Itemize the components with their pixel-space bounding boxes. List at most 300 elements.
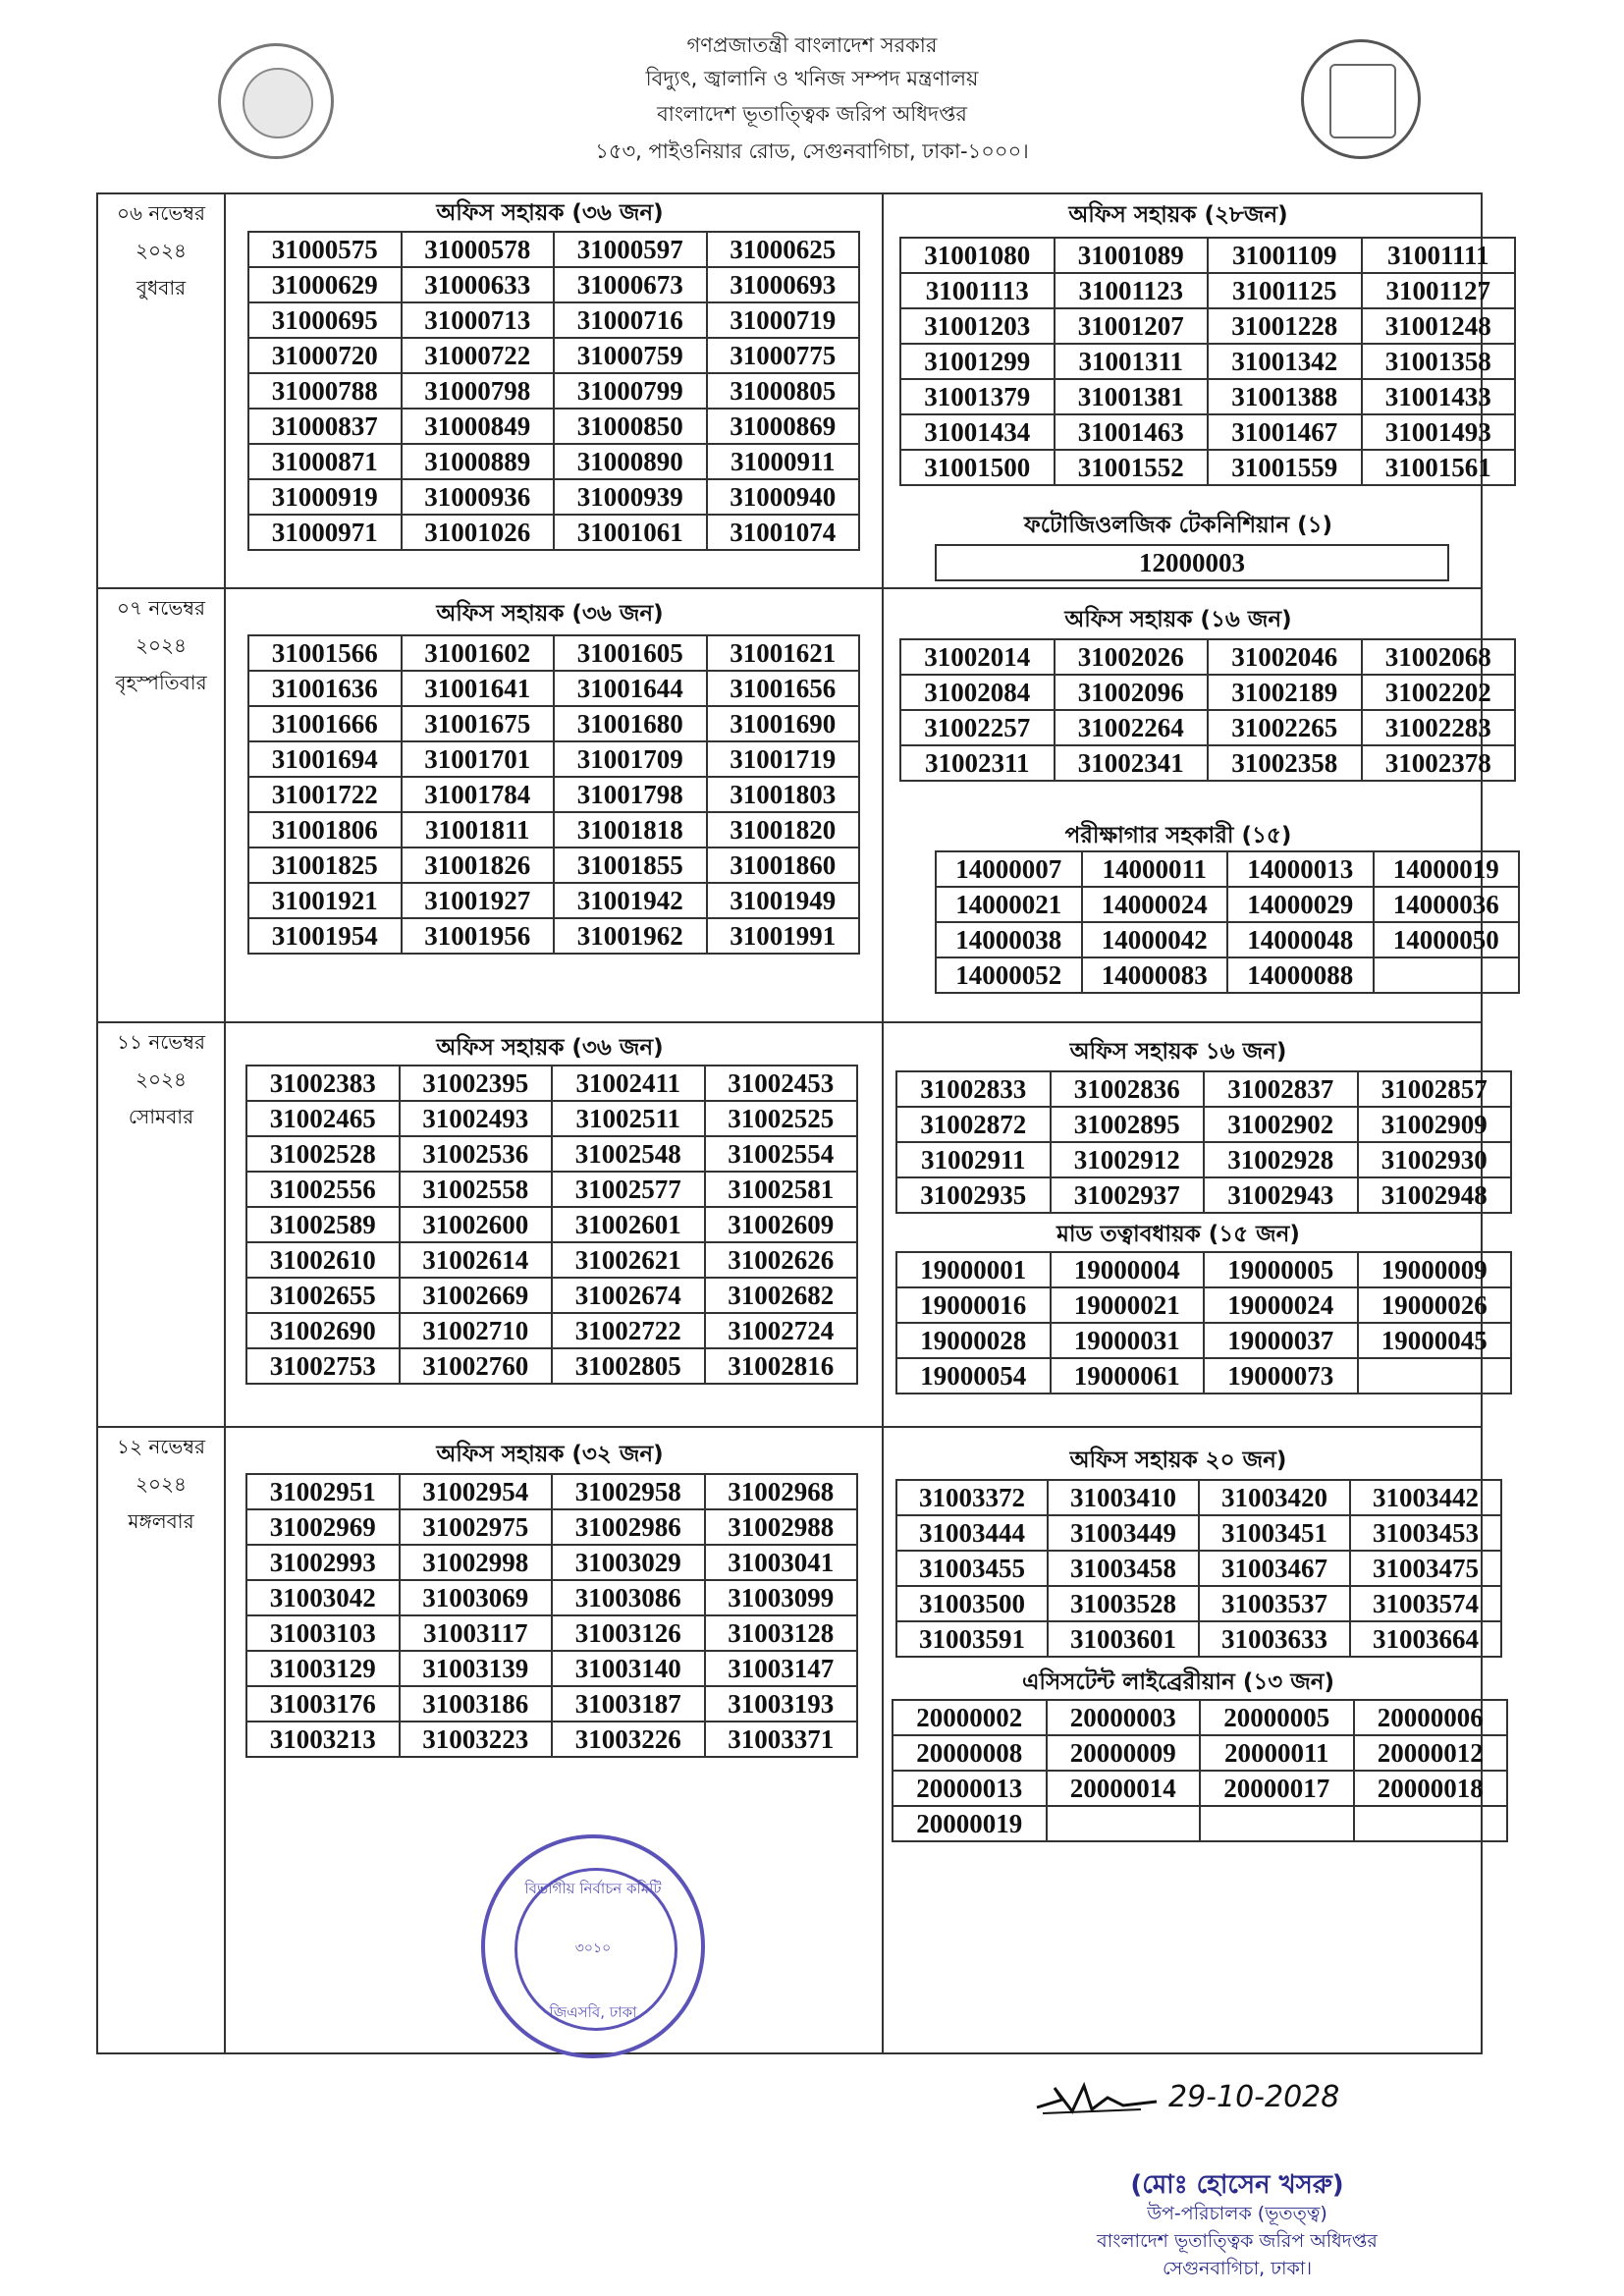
roll-number-cell: 31001641	[402, 671, 555, 706]
weekday-label: মঙ্গলবার	[128, 1509, 194, 1533]
table-row	[893, 1700, 1507, 1735]
roll-number-cell: 31001207	[1055, 308, 1209, 344]
roll-number-cell: 31002816	[705, 1348, 858, 1384]
roll-number-cell: 31002189	[1208, 675, 1362, 710]
roll-number-cell: 31001123	[1055, 273, 1209, 308]
roll-number-cell: 31001949	[707, 883, 860, 918]
roll-number-cell: 31003574	[1350, 1586, 1501, 1621]
section-title: এসিসটেন্ট লাইব্রেরীয়ান (১৩ জন)	[1021, 1669, 1335, 1695]
roll-number-cell: 19000016	[896, 1287, 1051, 1323]
roll-number-cell: 31001719	[707, 741, 860, 777]
letterhead	[0, 0, 1624, 177]
roll-number-cell: 19000004	[1051, 1252, 1205, 1287]
roll-number-cell: 31002912	[1051, 1142, 1205, 1177]
roll-number-cell: 14000029	[1227, 887, 1374, 922]
roll-number-cell: 31001433	[1362, 379, 1516, 414]
roll-number-cell: 19000061	[1051, 1358, 1205, 1394]
roll-number-cell: 31003147	[705, 1651, 858, 1686]
roll-number-cell: 31002937	[1051, 1177, 1205, 1213]
roll-number-cell: 20000002	[893, 1700, 1047, 1735]
roll-number-cell: 31002453	[705, 1066, 858, 1101]
roll-number-cell: 31000695	[248, 302, 402, 338]
roll-number-cell: 31001342	[1208, 344, 1362, 379]
roll-number-cell: 31001602	[402, 635, 555, 671]
roll-number-cell: 31002902	[1204, 1107, 1358, 1142]
roll-number-cell: 31001311	[1055, 344, 1209, 379]
roll-number-cell: 31003069	[400, 1580, 553, 1615]
roll-number-cell: 31000629	[248, 267, 402, 302]
roll-number-cell: 20000018	[1354, 1771, 1508, 1806]
roll-table	[895, 1479, 1502, 1658]
roll-number-cell: 31003186	[400, 1686, 553, 1722]
roll-number-cell: 31001811	[402, 812, 555, 847]
roll-number-cell: 14000052	[936, 957, 1082, 993]
roll-number-cell: 31001927	[402, 883, 555, 918]
roll-number-cell: 31002609	[705, 1207, 858, 1242]
roll-number-cell: 31002493	[400, 1101, 553, 1136]
roll-number-cell: 31003223	[400, 1722, 553, 1757]
roll-number-cell: 20000008	[893, 1735, 1047, 1771]
roll-number-cell: 31001962	[554, 918, 707, 954]
roll-number-cell: 31002968	[705, 1474, 858, 1509]
table-row	[246, 1686, 857, 1722]
roll-number-cell: 31003664	[1350, 1621, 1501, 1657]
row-rule-1	[96, 587, 1483, 589]
officer-place: সেগুনবাগিচা, ঢাকা।	[1162, 2258, 1313, 2279]
roll-number-cell: 31000575	[248, 232, 402, 267]
table-row	[896, 1515, 1501, 1551]
roll-number-cell: 20000012	[1354, 1735, 1508, 1771]
roll-table	[892, 1699, 1508, 1842]
roll-table	[935, 544, 1449, 581]
roll-number-cell: 31000871	[248, 444, 402, 479]
roll-number-cell: 31002465	[246, 1101, 400, 1136]
roll-number-cell: 31000911	[707, 444, 860, 479]
roll-number-cell: 20000006	[1354, 1700, 1508, 1735]
table-row	[248, 479, 859, 515]
roll-number-cell: 31001784	[402, 777, 555, 812]
roll-number-cell	[1200, 1806, 1354, 1841]
roll-number-cell: 31001798	[554, 777, 707, 812]
roll-number-cell: 19000005	[1204, 1252, 1358, 1287]
roll-number-cell: 31001621	[707, 635, 860, 671]
table-row	[893, 1735, 1507, 1771]
middle-column-rule	[882, 192, 884, 2054]
roll-number-cell: 31003117	[400, 1615, 553, 1651]
table-row	[896, 1071, 1511, 1107]
table-row	[900, 379, 1515, 414]
roll-number-cell: 31003458	[1048, 1551, 1199, 1586]
table-row	[246, 1348, 857, 1384]
roll-number-cell: 14000088	[1227, 957, 1374, 993]
table-row	[896, 1358, 1511, 1394]
officer-name: (মোঃ হোসেন খসরু)	[1130, 2170, 1344, 2200]
table-row	[246, 1172, 857, 1207]
roll-number-cell: 31002690	[246, 1313, 400, 1348]
table-row	[246, 1580, 857, 1615]
table-row	[896, 1480, 1501, 1515]
roll-number-cell: 31002014	[900, 639, 1055, 675]
roll-number-cell: 20000019	[893, 1806, 1047, 1841]
roll-number-cell: 31003455	[896, 1551, 1048, 1586]
roll-number-cell	[1358, 1358, 1512, 1394]
roll-number-cell: 31003500	[896, 1586, 1048, 1621]
roll-number-cell: 31003193	[705, 1686, 858, 1722]
table-row	[246, 1651, 857, 1686]
table-row	[248, 812, 859, 847]
roll-number-cell: 31001074	[707, 515, 860, 550]
roll-number-cell: 20000014	[1047, 1771, 1201, 1806]
roll-number-cell: 20000003	[1047, 1700, 1201, 1735]
roll-number-cell: 31002655	[246, 1278, 400, 1313]
roll-number-cell: 31002724	[705, 1313, 858, 1348]
roll-table	[247, 231, 860, 551]
table-row	[246, 1278, 857, 1313]
roll-number-cell: 31002621	[552, 1242, 705, 1278]
table-row	[246, 1242, 857, 1278]
roll-number-cell: 14000021	[936, 887, 1082, 922]
section-title: অফিস সহায়ক (৩৬ জন)	[436, 601, 664, 627]
table-row	[900, 745, 1515, 781]
table-row	[936, 851, 1519, 887]
roll-number-cell: 31002046	[1208, 639, 1362, 675]
roll-number-cell: 19000009	[1358, 1252, 1512, 1287]
roll-number-cell: 31002836	[1051, 1071, 1205, 1107]
roll-number-cell: 31002536	[400, 1136, 553, 1172]
roll-number-cell: 31003187	[552, 1686, 705, 1722]
roll-number-cell: 20000017	[1200, 1771, 1354, 1806]
roll-number-cell: 31002986	[552, 1509, 705, 1545]
section-title: অফিস সহায়ক ১৬ জন)	[1069, 1039, 1287, 1065]
stamp-number: ৩০১০	[574, 1941, 612, 1956]
date-cell-3	[98, 1023, 224, 1135]
table-row	[900, 273, 1515, 308]
officer-designation: উপ-পরিচালক (ভূতত্ত্ব)	[1147, 2203, 1327, 2224]
year-label: ২০২৪	[135, 1067, 187, 1091]
weekday-label: বৃহস্পতিবার	[115, 671, 207, 694]
roll-number-cell: 31002760	[400, 1348, 553, 1384]
roll-number-cell: 31003420	[1199, 1480, 1350, 1515]
roll-number-cell: 31000799	[554, 373, 707, 409]
roll-number-cell: 31001803	[707, 777, 860, 812]
roll-table	[245, 1473, 858, 1758]
roll-number-cell: 31003372	[896, 1480, 1048, 1515]
roll-number-cell: 31002911	[896, 1142, 1051, 1177]
roll-number-cell: 31001248	[1362, 308, 1516, 344]
table-row	[246, 1474, 857, 1509]
table-row	[900, 450, 1515, 485]
roll-number-cell: 20000005	[1200, 1700, 1354, 1735]
roll-number-cell: 19000045	[1358, 1323, 1512, 1358]
roll-number-cell: 31001860	[707, 847, 860, 883]
roll-number-cell: 31002558	[400, 1172, 553, 1207]
roll-number-cell: 31001434	[900, 414, 1055, 450]
roll-number-cell: 31000798	[402, 373, 555, 409]
roll-number-cell: 31003103	[246, 1615, 400, 1651]
roll-table	[935, 850, 1520, 994]
section-title: অফিস সহায়ক (২৮জন)	[1068, 202, 1288, 228]
roll-number-cell: 31001381	[1055, 379, 1209, 414]
roll-number-cell: 31000850	[554, 409, 707, 444]
roll-number-cell: 31002202	[1362, 675, 1516, 710]
table-row	[900, 238, 1515, 273]
table-row	[248, 444, 859, 479]
roll-number-cell: 14000048	[1227, 922, 1374, 957]
roll-number-cell: 31000673	[554, 267, 707, 302]
roll-number-cell: 31001605	[554, 635, 707, 671]
table-row	[900, 675, 1515, 710]
table-row	[248, 373, 859, 409]
roll-number-cell: 31002257	[900, 710, 1055, 745]
roll-number-cell: 19000026	[1358, 1287, 1512, 1323]
roll-number-cell: 31001089	[1055, 238, 1209, 273]
roll-number-cell: 31002589	[246, 1207, 400, 1242]
roll-number-cell: 31001559	[1208, 450, 1362, 485]
date-cell-4	[98, 1428, 224, 1540]
roll-number-cell: 31000716	[554, 302, 707, 338]
roll-number-cell: 31003449	[1048, 1515, 1199, 1551]
roll-number-cell: 31001358	[1362, 344, 1516, 379]
roll-number-cell: 31003453	[1350, 1515, 1501, 1551]
header-line-govt: গণপ্রজাতন্ত্রী বাংলাদেশ সরকার	[686, 33, 938, 57]
roll-number-cell: 31000625	[707, 232, 860, 267]
roll-number-cell: 31000720	[248, 338, 402, 373]
roll-table	[895, 1070, 1512, 1214]
table-row	[936, 922, 1519, 957]
roll-number-cell: 14000083	[1082, 957, 1228, 993]
row-rule-3	[96, 1426, 1483, 1428]
year-label: ২০২৪	[135, 633, 187, 657]
roll-number-cell: 31002265	[1208, 710, 1362, 745]
roll-number-cell: 31003029	[552, 1545, 705, 1580]
roll-number-cell: 31002511	[552, 1101, 705, 1136]
table-row	[248, 302, 859, 338]
roll-number-cell: 31002993	[246, 1545, 400, 1580]
roll-number-cell: 31001954	[248, 918, 402, 954]
roll-number-cell: 31003410	[1048, 1480, 1199, 1515]
roll-number-cell: 14000038	[936, 922, 1082, 957]
roll-number-cell: 31001467	[1208, 414, 1362, 450]
roll-number-cell: 31002528	[246, 1136, 400, 1172]
roll-number-cell: 31002682	[705, 1278, 858, 1313]
roll-number-cell: 31002958	[552, 1474, 705, 1509]
header-line-ministry: বিদ্যুৎ, জ্বালানি ও খনিজ সম্পদ মন্ত্রণালয়	[645, 67, 979, 90]
roll-number-cell: 31002383	[246, 1066, 400, 1101]
roll-number-cell: 31003601	[1048, 1621, 1199, 1657]
roll-number-cell: 31001701	[402, 741, 555, 777]
roll-number-cell: 31001299	[900, 344, 1055, 379]
roll-number-cell: 31002857	[1358, 1071, 1512, 1107]
section-title: ফটোজিওলজিক টেকনিশিয়ান (১)	[1023, 513, 1333, 538]
roll-number-cell: 31001500	[900, 450, 1055, 485]
year-label: ২০২৪	[135, 1472, 187, 1496]
table-row	[248, 671, 859, 706]
table-row	[246, 1722, 857, 1757]
roll-number-cell: 31001566	[248, 635, 402, 671]
roll-number-cell: 19000037	[1204, 1323, 1358, 1358]
roll-number-cell: 31001493	[1362, 414, 1516, 450]
roll-number-cell: 31002026	[1055, 639, 1209, 675]
roll-number-cell: 31001203	[900, 308, 1055, 344]
date-label: ১২ নভেম্বর	[117, 1435, 205, 1458]
roll-number-cell: 31002395	[400, 1066, 553, 1101]
stamp-sub: জিএসবি, ঢাকা	[549, 2003, 637, 2021]
roll-number-cell: 31003633	[1199, 1621, 1350, 1657]
roll-number-cell: 31002935	[896, 1177, 1051, 1213]
roll-number-cell: 31002626	[705, 1242, 858, 1278]
roll-number-cell: 31002411	[552, 1066, 705, 1101]
roll-number-cell: 31002833	[896, 1071, 1051, 1107]
weekday-label: বুধবার	[135, 276, 187, 300]
roll-number-cell: 31002975	[400, 1509, 553, 1545]
roll-number-cell: 14000036	[1374, 887, 1520, 922]
table-row	[896, 1586, 1501, 1621]
roll-number-cell: 31001388	[1208, 379, 1362, 414]
roll-number-cell: 31003467	[1199, 1551, 1350, 1586]
roll-number-cell: 31001125	[1208, 273, 1362, 308]
roll-number-cell: 31001820	[707, 812, 860, 847]
roll-number-cell: 19000024	[1204, 1287, 1358, 1323]
roll-number-cell: 31002068	[1362, 639, 1516, 675]
roll-number-cell: 19000073	[1204, 1358, 1358, 1394]
roll-number-cell: 31002610	[246, 1242, 400, 1278]
roll-number-cell: 31002556	[246, 1172, 400, 1207]
roll-number-cell: 31001921	[248, 883, 402, 918]
roll-number-cell: 31003176	[246, 1686, 400, 1722]
roll-number-cell: 31001656	[707, 671, 860, 706]
roll-number-cell: 31003128	[705, 1615, 858, 1651]
roll-table	[899, 237, 1516, 486]
roll-number-cell: 20000013	[893, 1771, 1047, 1806]
roll-number-cell: 31000936	[402, 479, 555, 515]
roll-table	[899, 638, 1516, 782]
section-title: মাড তত্বাবধায়ক (১৫ জন)	[1056, 1222, 1300, 1247]
roll-number-cell: 31000940	[707, 479, 860, 515]
roll-number-cell: 31001080	[900, 238, 1055, 273]
roll-number-cell: 31000805	[707, 373, 860, 409]
roll-number-cell: 31000633	[402, 267, 555, 302]
roll-number-cell: 31001942	[554, 883, 707, 918]
table-row	[248, 409, 859, 444]
roll-number-cell: 31003451	[1199, 1515, 1350, 1551]
roll-number-cell: 31003444	[896, 1515, 1048, 1551]
roll-number-cell: 31002943	[1204, 1177, 1358, 1213]
roll-number-cell: 31000788	[248, 373, 402, 409]
section-title: অফিস সহায়ক (৩৬ জন)	[436, 200, 664, 226]
roll-number-cell: 31002581	[705, 1172, 858, 1207]
section-title: অফিস সহায়ক (৩৬ জন)	[436, 1035, 664, 1061]
roll-number-cell: 31002872	[896, 1107, 1051, 1142]
roll-table	[247, 634, 860, 955]
table-row	[248, 918, 859, 954]
roll-number-cell: 31001636	[248, 671, 402, 706]
roll-number-cell: 31002710	[400, 1313, 553, 1348]
roll-number-cell: 31003537	[1199, 1586, 1350, 1621]
roll-number-cell: 31001061	[554, 515, 707, 550]
table-row	[246, 1313, 857, 1348]
table-row	[896, 1252, 1511, 1287]
roll-number-cell: 31002948	[1358, 1177, 1512, 1213]
roll-table	[895, 1251, 1512, 1394]
roll-number-cell: 12000003	[936, 545, 1448, 580]
roll-number-cell: 31000919	[248, 479, 402, 515]
table-row	[246, 1066, 857, 1101]
table-row	[896, 1177, 1511, 1213]
header-line-department: বাংলাদেশ ভূতাত্ত্বিক জরিপ অধিদপ্তর	[657, 102, 967, 126]
date-label: ০৬ নভেম্বর	[116, 201, 206, 225]
roll-number-cell: 31002753	[246, 1348, 400, 1384]
roll-number-cell: 31000869	[707, 409, 860, 444]
roll-number-cell	[1354, 1806, 1508, 1841]
roll-number-cell: 31001379	[900, 379, 1055, 414]
table-row	[936, 545, 1448, 580]
header-line-address: ১৫৩, পাইওনিয়ার রোড, সেগুনবাগিচা, ঢাকা-১০০০।	[595, 139, 1029, 163]
roll-number-cell: 31000722	[402, 338, 555, 373]
roll-number-cell: 31001552	[1055, 450, 1209, 485]
date-cell-2	[98, 589, 224, 701]
table-row	[248, 847, 859, 883]
table-row	[248, 706, 859, 741]
roll-number-cell: 31001690	[707, 706, 860, 741]
roll-number-cell: 31001666	[248, 706, 402, 741]
roll-number-cell: 31002674	[552, 1278, 705, 1313]
roll-number-cell: 31003099	[705, 1580, 858, 1615]
roll-number-cell: 31003371	[705, 1722, 858, 1757]
roll-number-cell: 14000019	[1374, 851, 1520, 887]
roll-number-cell: 14000011	[1082, 851, 1228, 887]
roll-number-cell: 31001026	[402, 515, 555, 550]
roll-number-cell: 31002601	[552, 1207, 705, 1242]
roll-number-cell: 31001826	[402, 847, 555, 883]
table-row	[936, 957, 1519, 993]
committee-stamp	[481, 1834, 705, 2058]
roll-number-cell: 19000021	[1051, 1287, 1205, 1323]
year-label: ২০২৪	[135, 239, 187, 262]
roll-number-cell: 31002096	[1055, 675, 1209, 710]
roll-number-cell: 31000971	[248, 515, 402, 550]
table-row	[893, 1806, 1507, 1841]
table-row	[246, 1615, 857, 1651]
roll-number-cell: 31002614	[400, 1242, 553, 1278]
roll-number-cell: 31003126	[552, 1615, 705, 1651]
table-row	[246, 1509, 857, 1545]
roll-number-cell: 31001818	[554, 812, 707, 847]
table-row	[246, 1136, 857, 1172]
roll-number-cell: 31001694	[248, 741, 402, 777]
roll-number-cell: 31000578	[402, 232, 555, 267]
table-row	[246, 1207, 857, 1242]
roll-number-cell: 14000024	[1082, 887, 1228, 922]
roll-number-cell: 31002378	[1362, 745, 1516, 781]
roll-number-cell: 31001561	[1362, 450, 1516, 485]
roll-number-cell: 19000031	[1051, 1323, 1205, 1358]
roll-number-cell: 31002311	[900, 745, 1055, 781]
roll-number-cell: 31000759	[554, 338, 707, 373]
roll-number-cell: 31002283	[1362, 710, 1516, 745]
roll-number-cell: 31001722	[248, 777, 402, 812]
roll-number-cell: 14000013	[1227, 851, 1374, 887]
roll-number-cell: 31002577	[552, 1172, 705, 1207]
roll-number-cell: 20000009	[1047, 1735, 1201, 1771]
roll-number-cell: 31002988	[705, 1509, 858, 1545]
table-row	[900, 414, 1515, 450]
section-title: অফিস সহায়ক (১৬ জন)	[1064, 607, 1292, 632]
table-row	[248, 635, 859, 671]
roll-number-cell: 31002358	[1208, 745, 1362, 781]
roll-number-cell: 31001228	[1208, 308, 1362, 344]
table-row	[246, 1545, 857, 1580]
roll-number-cell: 31002341	[1055, 745, 1209, 781]
